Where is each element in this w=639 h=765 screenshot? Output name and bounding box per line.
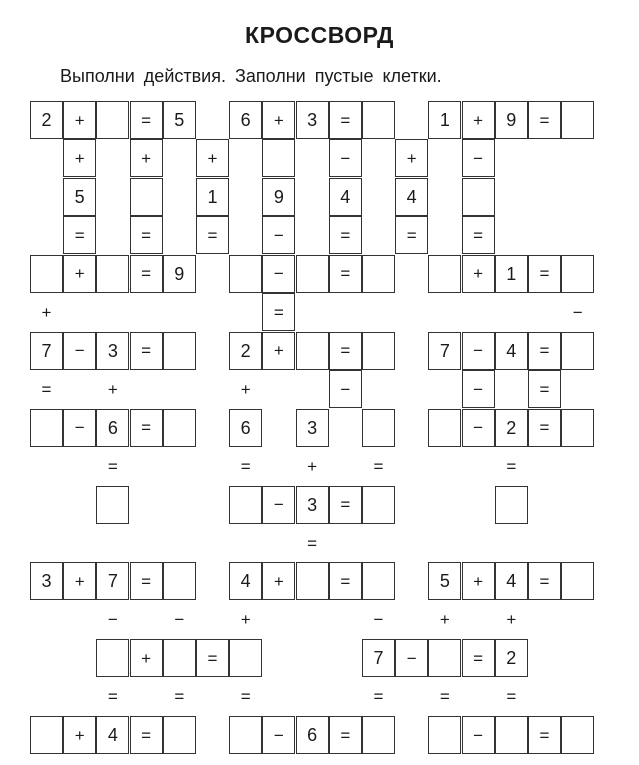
plus-sign: + bbox=[130, 639, 163, 677]
plus-sign: + bbox=[462, 101, 495, 139]
minus-sign: − bbox=[262, 255, 295, 293]
plus-sign: + bbox=[262, 332, 295, 370]
empty-cell[interactable] bbox=[561, 409, 594, 447]
equals-sign: = bbox=[329, 332, 362, 370]
equals-sign: = bbox=[240, 456, 251, 476]
equals-sign: = bbox=[528, 409, 561, 447]
empty-cell[interactable] bbox=[362, 101, 395, 139]
number-cell: 2 bbox=[229, 332, 262, 370]
number-cell: 7 bbox=[96, 562, 129, 600]
number-cell: 2 bbox=[30, 101, 63, 139]
minus-sign: − bbox=[373, 610, 384, 630]
number-cell: 4 bbox=[96, 716, 129, 754]
plus-sign: + bbox=[240, 610, 251, 630]
empty-cell[interactable] bbox=[30, 255, 63, 293]
plus-sign: + bbox=[506, 610, 517, 630]
instruction-text: Выполни действия. Заполни пустые клетки. bbox=[60, 66, 442, 86]
empty-cell[interactable] bbox=[296, 562, 329, 600]
equals-sign: = bbox=[196, 216, 229, 254]
minus-sign: − bbox=[63, 332, 96, 370]
empty-cell[interactable] bbox=[561, 255, 594, 293]
equals-sign: = bbox=[462, 216, 495, 254]
plus-sign: + bbox=[107, 379, 118, 399]
empty-cell[interactable] bbox=[462, 178, 495, 216]
empty-cell[interactable] bbox=[362, 562, 395, 600]
equals-sign: = bbox=[528, 562, 561, 600]
empty-cell[interactable] bbox=[362, 332, 395, 370]
minus-sign: − bbox=[262, 486, 295, 524]
minus-sign: − bbox=[462, 409, 495, 447]
minus-sign: − bbox=[462, 716, 495, 754]
number-cell: 4 bbox=[495, 562, 528, 600]
empty-cell[interactable] bbox=[262, 139, 295, 177]
plus-sign: + bbox=[395, 139, 428, 177]
equals-sign: = bbox=[506, 456, 517, 476]
empty-cell[interactable] bbox=[296, 255, 329, 293]
equals-sign: = bbox=[107, 456, 118, 476]
number-cell: 9 bbox=[495, 101, 528, 139]
empty-cell[interactable] bbox=[229, 639, 262, 677]
number-cell: 6 bbox=[296, 716, 329, 754]
plus-sign: + bbox=[130, 139, 163, 177]
number-cell: 7 bbox=[30, 332, 63, 370]
minus-sign: − bbox=[462, 139, 495, 177]
empty-cell[interactable] bbox=[96, 639, 129, 677]
equals-sign: = bbox=[329, 255, 362, 293]
number-cell: 6 bbox=[229, 409, 262, 447]
empty-cell[interactable] bbox=[96, 255, 129, 293]
empty-cell[interactable] bbox=[163, 409, 196, 447]
plus-sign: + bbox=[63, 716, 96, 754]
plus-sign: + bbox=[462, 562, 495, 600]
equals-sign: = bbox=[130, 216, 163, 254]
page-title: КРОССВОРД bbox=[245, 22, 394, 48]
empty-cell[interactable] bbox=[30, 716, 63, 754]
minus-sign: − bbox=[262, 216, 295, 254]
plus-sign: + bbox=[196, 139, 229, 177]
minus-sign: − bbox=[262, 716, 295, 754]
equals-sign: = bbox=[130, 562, 163, 600]
equals-sign: = bbox=[240, 687, 251, 707]
number-cell: 1 bbox=[196, 178, 229, 216]
empty-cell[interactable] bbox=[561, 562, 594, 600]
minus-sign: − bbox=[174, 610, 185, 630]
number-cell: 6 bbox=[229, 101, 262, 139]
empty-cell[interactable] bbox=[96, 486, 129, 524]
equals-sign: = bbox=[329, 486, 362, 524]
equals-sign: = bbox=[373, 456, 384, 476]
equals-sign: = bbox=[329, 101, 362, 139]
equals-sign: = bbox=[262, 293, 295, 331]
plus-sign: + bbox=[262, 101, 295, 139]
empty-cell[interactable] bbox=[362, 255, 395, 293]
empty-cell[interactable] bbox=[428, 255, 461, 293]
number-cell: 5 bbox=[63, 178, 96, 216]
equals-sign: = bbox=[506, 687, 517, 707]
empty-cell[interactable] bbox=[163, 562, 196, 600]
equals-sign: = bbox=[130, 255, 163, 293]
plus-sign: + bbox=[240, 379, 251, 399]
equals-sign: = bbox=[395, 216, 428, 254]
equals-sign: = bbox=[196, 639, 229, 677]
empty-cell[interactable] bbox=[96, 101, 129, 139]
equals-sign: = bbox=[130, 716, 163, 754]
number-cell: 3 bbox=[296, 486, 329, 524]
empty-cell[interactable] bbox=[362, 409, 395, 447]
plus-sign: + bbox=[63, 101, 96, 139]
number-cell: 4 bbox=[395, 178, 428, 216]
number-cell: 5 bbox=[428, 562, 461, 600]
plus-sign: + bbox=[63, 139, 96, 177]
number-cell: 1 bbox=[495, 255, 528, 293]
empty-cell[interactable] bbox=[296, 332, 329, 370]
equals-sign: = bbox=[528, 101, 561, 139]
empty-cell[interactable] bbox=[229, 716, 262, 754]
equals-sign: = bbox=[130, 409, 163, 447]
equals-sign: = bbox=[329, 562, 362, 600]
number-cell: 2 bbox=[495, 409, 528, 447]
equals-sign: = bbox=[63, 216, 96, 254]
equals-sign: = bbox=[373, 687, 384, 707]
equals-sign: = bbox=[528, 332, 561, 370]
minus-sign: − bbox=[329, 139, 362, 177]
number-cell: 4 bbox=[229, 562, 262, 600]
empty-cell[interactable] bbox=[163, 639, 196, 677]
number-cell: 9 bbox=[262, 178, 295, 216]
minus-sign: − bbox=[329, 370, 362, 408]
empty-cell[interactable] bbox=[428, 639, 461, 677]
number-cell: 6 bbox=[96, 409, 129, 447]
plus-sign: + bbox=[307, 456, 318, 476]
empty-cell[interactable] bbox=[130, 178, 163, 216]
number-cell: 3 bbox=[96, 332, 129, 370]
equals-sign: = bbox=[130, 332, 163, 370]
number-cell: 3 bbox=[296, 101, 329, 139]
empty-cell[interactable] bbox=[30, 409, 63, 447]
plus-sign: + bbox=[63, 255, 96, 293]
equals-sign: = bbox=[462, 639, 495, 677]
plus-sign: + bbox=[462, 255, 495, 293]
equals-sign: = bbox=[528, 255, 561, 293]
empty-cell[interactable] bbox=[495, 716, 528, 754]
empty-cell[interactable] bbox=[163, 716, 196, 754]
equals-sign: = bbox=[329, 716, 362, 754]
empty-cell[interactable] bbox=[561, 101, 594, 139]
empty-cell[interactable] bbox=[428, 716, 461, 754]
empty-cell[interactable] bbox=[229, 255, 262, 293]
minus-sign: − bbox=[107, 610, 118, 630]
number-cell: 3 bbox=[30, 562, 63, 600]
plus-sign: + bbox=[63, 562, 96, 600]
minus-sign: − bbox=[63, 409, 96, 447]
plus-sign: + bbox=[262, 562, 295, 600]
minus-sign: − bbox=[462, 370, 495, 408]
empty-cell[interactable] bbox=[428, 409, 461, 447]
number-cell: 7 bbox=[362, 639, 395, 677]
plus-sign: + bbox=[439, 610, 450, 630]
number-cell: 5 bbox=[163, 101, 196, 139]
equals-sign: = bbox=[41, 379, 52, 399]
equals-sign: = bbox=[528, 716, 561, 754]
number-cell: 4 bbox=[495, 332, 528, 370]
number-cell: 9 bbox=[163, 255, 196, 293]
empty-cell[interactable] bbox=[362, 716, 395, 754]
number-cell: 3 bbox=[296, 409, 329, 447]
empty-cell[interactable] bbox=[561, 716, 594, 754]
empty-cell[interactable] bbox=[229, 486, 262, 524]
equals-sign: = bbox=[130, 101, 163, 139]
minus-sign: − bbox=[395, 639, 428, 677]
equals-sign: = bbox=[439, 687, 450, 707]
plus-sign: + bbox=[41, 302, 52, 322]
number-cell: 4 bbox=[329, 178, 362, 216]
equals-sign: = bbox=[329, 216, 362, 254]
equals-sign: = bbox=[528, 370, 561, 408]
empty-cell[interactable] bbox=[163, 332, 196, 370]
number-cell: 1 bbox=[428, 101, 461, 139]
minus-sign: − bbox=[572, 302, 583, 322]
number-cell: 7 bbox=[428, 332, 461, 370]
equals-sign: = bbox=[174, 687, 185, 707]
equals-sign: = bbox=[107, 687, 118, 707]
equals-sign: = bbox=[307, 533, 318, 553]
empty-cell[interactable] bbox=[362, 486, 395, 524]
empty-cell[interactable] bbox=[561, 332, 594, 370]
minus-sign: − bbox=[462, 332, 495, 370]
empty-cell[interactable] bbox=[495, 486, 528, 524]
number-cell: 2 bbox=[495, 639, 528, 677]
